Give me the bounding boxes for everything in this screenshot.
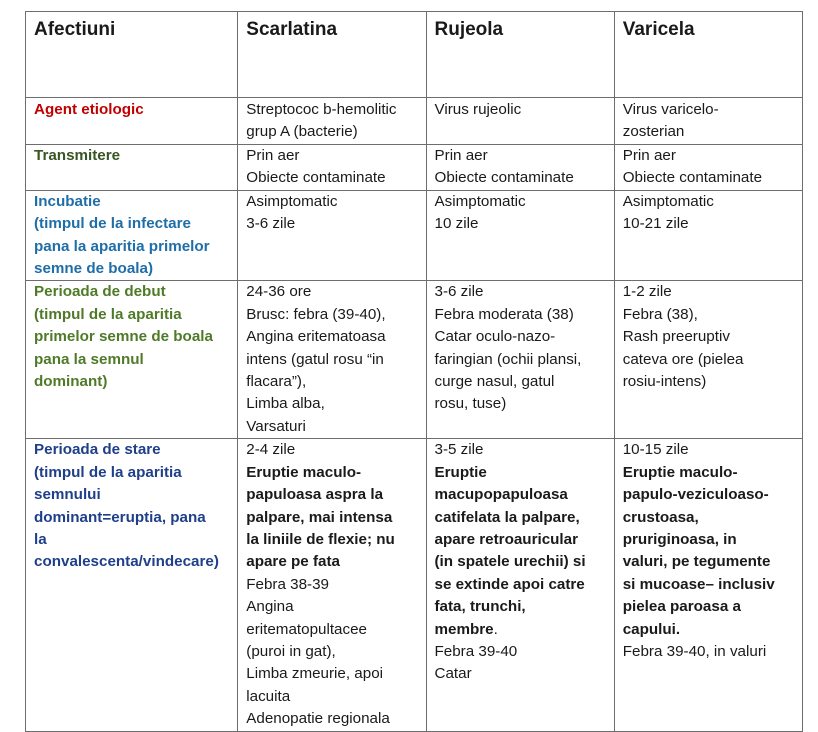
label-perioada-stare <box>26 439 238 731</box>
label-perioada-debut-line: pana la semnul <box>34 350 144 368</box>
cell-scarlatina-debut-line: Brusc: febra (39-40), <box>246 305 386 323</box>
scarlatina-stare-symptoms-line: lacuita <box>246 687 291 705</box>
label-perioada-debut-line: Perioada de debut <box>34 283 166 301</box>
cell-rujeola-transmitere-line: Obiecte contaminate <box>434 169 574 187</box>
header-afectiuni: Afectiuni <box>26 12 238 98</box>
cell-scarlatina-transmitere-line: Obiecte contaminate <box>246 169 386 187</box>
cell-scarlatina-debut-line: Limba alba, <box>246 395 325 413</box>
cell-scarlatina-transmitere <box>238 144 426 190</box>
scarlatina-stare-symptoms-line: Adenopatie regionala <box>246 710 390 728</box>
rujeola-stare-symptoms <box>435 641 614 686</box>
label-perioada-stare-line: dominant=eruptia, pana <box>34 508 206 526</box>
varicela-eruptie-description-line: si mucoase– inclusiv <box>622 575 775 593</box>
cell-scarlatina-debut-line: Varsaturi <box>246 417 306 435</box>
cell-scarlatina-incubatie-line: Asimptomatic <box>246 192 338 210</box>
label-incubatie <box>26 190 238 281</box>
rujeola-eruptie-description-line: (in spatele urechii) si <box>434 553 586 571</box>
rujeola-eruptie-description-line: se extinde apoi catre <box>434 575 585 593</box>
cell-rujeola-debut-line: 3-6 zile <box>434 283 484 301</box>
label-perioada-stare-line: Perioada de stare <box>34 441 161 459</box>
comparison-table <box>25 11 803 732</box>
cell-scarlatina-debut-line: 24-36 ore <box>246 283 312 301</box>
cell-rujeola-agent <box>426 98 614 145</box>
cell-varicela-stare <box>614 439 802 731</box>
cell-scarlatina-debut-line: flacara”), <box>246 373 307 391</box>
cell-varicela-transmitere-line: Prin aer <box>622 146 676 164</box>
rujeola-stare-duration: 3-5 zile <box>434 441 484 459</box>
cell-varicela-debut-line: cateva ore (pielea <box>622 350 744 368</box>
label-incubatie-line: Incubatie <box>34 192 101 210</box>
header-row <box>26 12 803 98</box>
cell-scarlatina-incubatie <box>238 190 426 281</box>
header-rujeola: Rujeola <box>426 12 614 98</box>
cell-rujeola-debut <box>426 281 614 439</box>
cell-scarlatina-agent-line: grup A (bacterie) <box>246 123 358 141</box>
label-perioada-stare-line: la <box>34 530 47 548</box>
label-agent-etiologic <box>26 98 238 145</box>
row-transmitere <box>26 144 803 190</box>
header-scarlatina: Scarlatina <box>238 12 426 98</box>
cell-scarlatina-debut-line: Angina eritematoasa <box>246 328 386 346</box>
label-transmitere-line: Transmitere <box>34 146 121 164</box>
varicela-eruptie-description-line: valuri, pe tegumente <box>622 553 771 571</box>
row-perioada-stare <box>26 439 803 731</box>
row-agent-etiologic <box>26 98 803 145</box>
cell-varicela-debut <box>614 281 802 439</box>
varicela-eruptie-description-line: Eruptie maculo- <box>622 463 738 481</box>
cell-scarlatina-agent <box>238 98 426 145</box>
varicela-stare-duration: 10-15 zile <box>622 441 689 459</box>
label-perioada-debut-line: primelor semne de boala <box>34 328 213 346</box>
cell-rujeola-stare <box>426 439 614 731</box>
cell-rujeola-transmitere <box>426 144 614 190</box>
cell-rujeola-debut-line: Febra moderata (38) <box>434 305 574 323</box>
rujeola-eruptie-description <box>435 462 614 641</box>
cell-scarlatina-stare <box>238 439 426 731</box>
cell-varicela-debut-line: rosiu-intens) <box>622 373 707 391</box>
varicela-stare-symptoms-line: Febra 39-40, in valuri <box>622 642 767 660</box>
rujeola-eruptie-description-line: fata, trunchi, <box>434 598 526 616</box>
row-incubatie <box>26 190 803 281</box>
cell-rujeola-agent-line: Virus rujeolic <box>434 101 522 118</box>
cell-rujeola-debut-line: rosu, tuse) <box>434 395 507 413</box>
scarlatina-stare-symptoms <box>246 574 425 731</box>
varicela-eruptie-description-line: capului. <box>622 620 681 638</box>
label-perioada-stare-line: convalescenta/vindecare) <box>34 553 219 571</box>
cell-varicela-debut-line: 1-2 zile <box>622 283 672 301</box>
scarlatina-stare-symptoms-line: eritematopultacee <box>246 620 367 638</box>
scarlatina-stare-symptoms-line: Febra 38-39 <box>246 575 330 593</box>
rujeola-eruptie-description-line: catifelata la palpare, <box>434 508 580 526</box>
scarlatina-eruptie-description-line: apare pe fata <box>246 553 340 571</box>
cell-rujeola-debut-line: Catar oculo-nazo- <box>434 328 556 346</box>
scarlatina-eruptie-description-line: Eruptie maculo- <box>246 463 362 481</box>
varicela-eruptie-description-line: pielea paroasa a <box>622 598 741 616</box>
label-perioada-stare-line: semnului <box>34 486 101 504</box>
rujeola-stare-symptoms-line: Febra 39-40 <box>434 642 518 660</box>
label-incubatie-line: semne de boala) <box>34 260 154 278</box>
rujeola-eruptie-description-line: membre. <box>434 620 498 638</box>
varicela-eruptie-description-line: papulo-veziculoaso- <box>622 486 769 504</box>
cell-varicela-agent-line: zosterian <box>622 123 685 141</box>
row-perioada-debut <box>26 281 803 439</box>
cell-rujeola-debut-line: curge nasul, gatul <box>434 373 555 391</box>
scarlatina-stare-symptoms-line: Angina <box>246 598 294 616</box>
cell-varicela-transmitere-line: Obiecte contaminate <box>622 169 763 187</box>
scarlatina-stare-symptoms-line: Limba zmeurie, apoi <box>246 665 384 683</box>
varicela-eruptie-description-line: crustoasa, <box>622 508 699 526</box>
header-varicela: Varicela <box>614 12 802 98</box>
sentence-period: . <box>493 620 498 638</box>
cell-varicela-agent-line: Virus varicelo- <box>622 101 719 118</box>
cell-scarlatina-debut-line: intens (gatul rosu “in <box>246 350 384 368</box>
varicela-stare-symptoms <box>623 641 802 663</box>
label-transmitere <box>26 144 238 190</box>
cell-scarlatina-debut <box>238 281 426 439</box>
label-incubatie-line: pana la aparitia primelor <box>34 237 210 255</box>
cell-varicela-incubatie-line: 10-21 zile <box>622 215 689 233</box>
cell-varicela-debut-line: Rash preeruptiv <box>622 328 730 346</box>
scarlatina-eruptie-description-line: papuloasa aspra la <box>246 486 384 504</box>
cell-rujeola-debut-line: faringian (ochii plansi, <box>434 350 582 368</box>
scarlatina-eruptie-description-line: la liniile de flexie; nu <box>246 530 395 548</box>
cell-rujeola-incubatie <box>426 190 614 281</box>
label-perioada-debut-line: (timpul de la aparitia <box>34 305 182 323</box>
varicela-eruptie-description-line: pruriginoasa, in <box>622 530 737 548</box>
label-incubatie-line: (timpul de la infectare <box>34 215 191 233</box>
cell-scarlatina-incubatie-line: 3-6 zile <box>246 215 296 233</box>
scarlatina-stare-symptoms-line: (puroi in gat), <box>246 642 336 660</box>
cell-varicela-debut-line: Febra (38), <box>622 305 698 323</box>
cell-scarlatina-transmitere-line: Prin aer <box>246 146 300 164</box>
cell-varicela-agent <box>614 98 802 145</box>
rujeola-stare-symptoms-line: Catar <box>434 665 472 683</box>
cell-rujeola-incubatie-line: Asimptomatic <box>434 192 526 210</box>
label-perioada-debut <box>26 281 238 439</box>
scarlatina-stare-duration: 2-4 zile <box>246 441 296 459</box>
cell-rujeola-transmitere-line: Prin aer <box>434 146 488 164</box>
label-perioada-debut-line: dominant) <box>34 373 108 391</box>
cell-rujeola-incubatie-line: 10 zile <box>434 215 479 233</box>
scarlatina-eruptie-description <box>246 462 425 574</box>
rujeola-eruptie-description-line: macupopapuloasa <box>434 486 568 504</box>
cell-scarlatina-agent-line: Streptococ b-hemolitic <box>246 101 397 118</box>
label-perioada-stare-line: (timpul de la aparitia <box>34 463 182 481</box>
cell-varicela-transmitere <box>614 144 802 190</box>
label-agent-etiologic-line: Agent etiologic <box>34 101 144 118</box>
cell-varicela-incubatie-line: Asimptomatic <box>622 192 714 210</box>
rujeola-eruptie-description-line: Eruptie <box>434 463 487 481</box>
varicela-eruptie-description <box>623 462 802 641</box>
cell-varicela-incubatie <box>614 190 802 281</box>
rujeola-eruptie-description-line: apare retroauricular <box>434 530 579 548</box>
scarlatina-eruptie-description-line: palpare, mai intensa <box>246 508 393 526</box>
